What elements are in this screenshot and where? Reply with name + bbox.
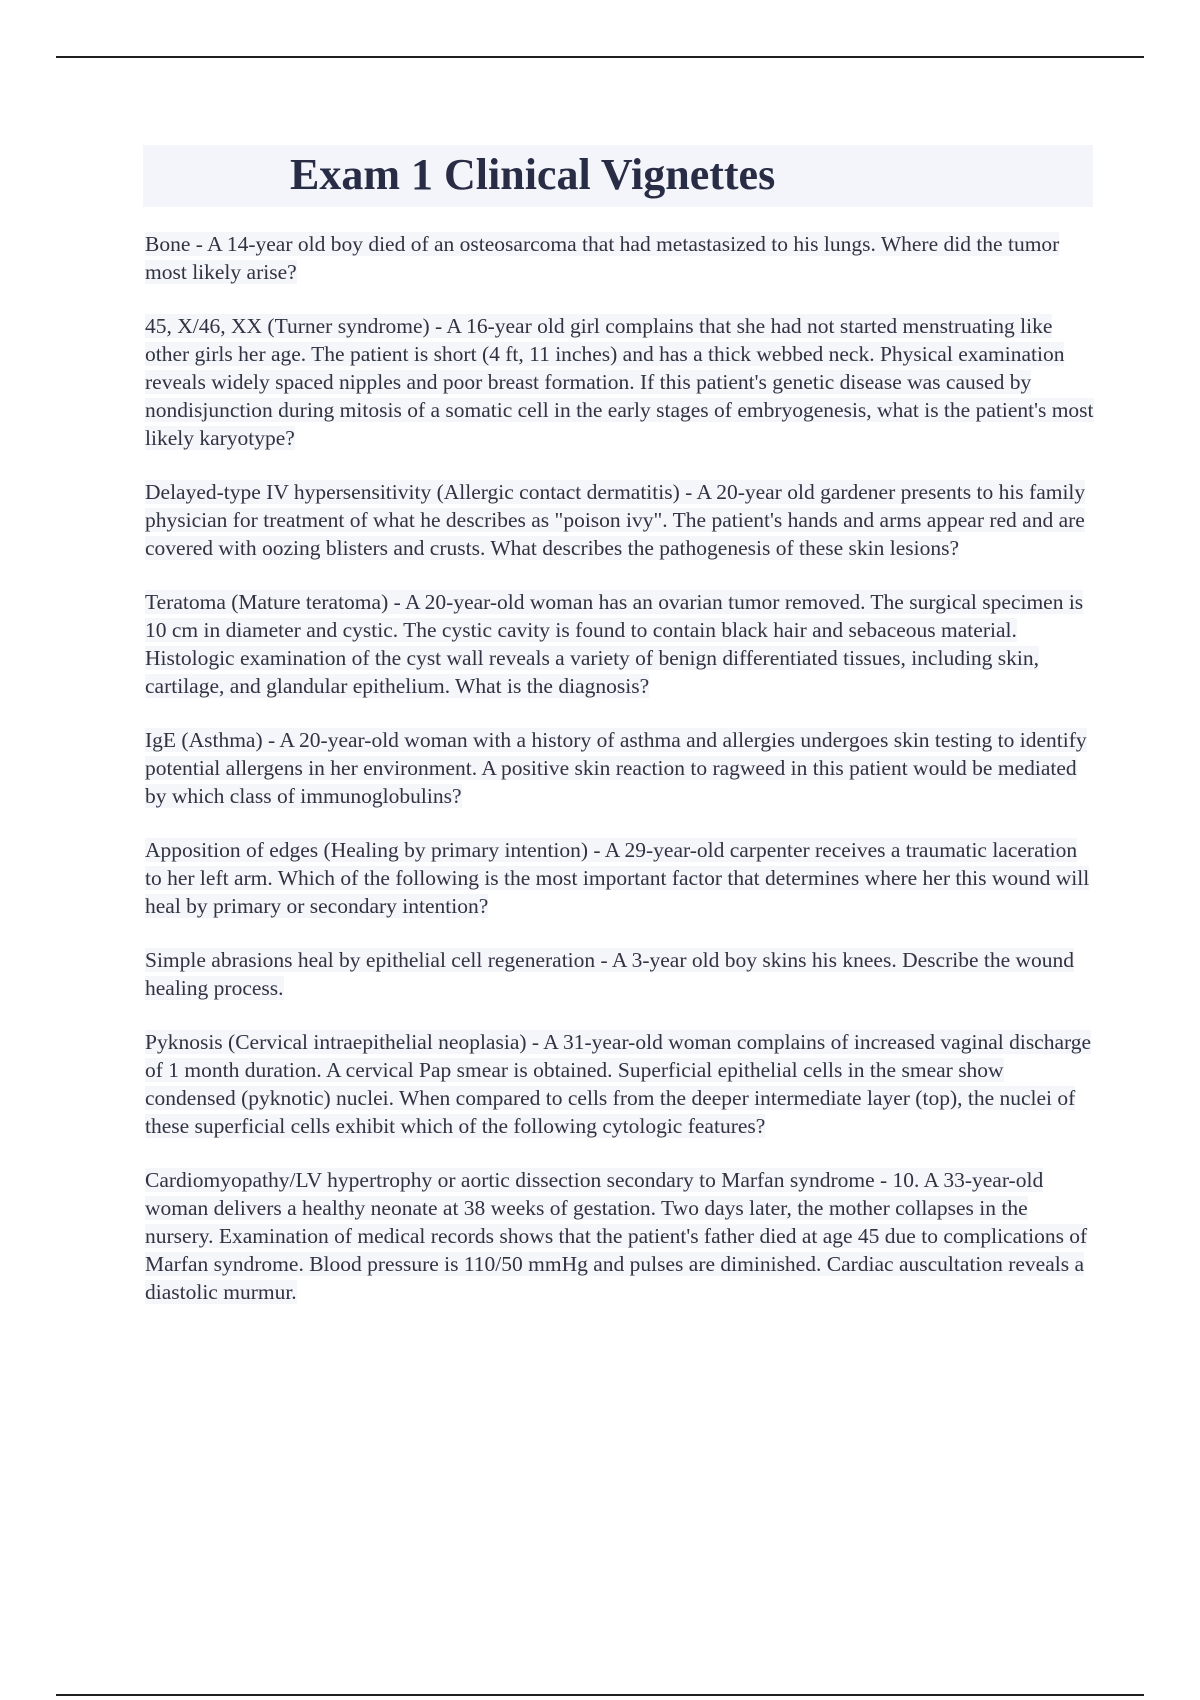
vignette-entry (145, 726, 1095, 810)
vignette-text: Cardiomyopathy/LV hypertrophy or aortic dissection secondary to Marfan syndrome - 10. A 33-year-old woman delivers a healthy neonate at 38 weeks of gestation. Two days later, the mother collapses in the nursery. Examination of medical records shows that the patient's father died at age 45 due to complications of Marfan syndrome. Blood pressure is 110/50 mmHg and pulses are diminished. Cardiac auscultation reveals a diastolic murmur. (145, 1168, 1088, 1304)
vignette-text: Apposition of edges (Healing by primary intention) - A 29-year-old carpenter receives a traumatic laceration to her left arm. Which of the following is the most important factor that determines where her this wound will heal by primary or secondary intention? (145, 838, 1090, 918)
vignette-entry (145, 478, 1095, 562)
vignette-text: Delayed-type IV hypersensitivity (Allergic contact dermatitis) - A 20-year old gardener presents to his family physician for treatment of what he describes as "poison ivy". The patient's hands and arms appear red and are covered with oozing blisters and crusts. What describes the pathogenesis of these skin lesions? (145, 480, 1086, 560)
vignette-entry (145, 1028, 1095, 1140)
vignette-entry (145, 946, 1095, 1002)
vignette-entry (145, 1166, 1095, 1306)
vignette-text: Pyknosis (Cervical intraepithelial neoplasia) - A 31-year-old woman complains of increased vaginal discharge of 1 month duration. A cervical Pap smear is obtained. Superficial epithelial cells in the smear show condensed (pyknotic) nuclei. When compared to cells from the deeper intermediate layer (top), the nuclei of these superficial cells exhibit which of the following cytologic features? (145, 1030, 1092, 1138)
vignette-text: Teratoma (Mature teratoma) - A 20-year-old woman has an ovarian tumor removed. The surgical specimen is 10 cm in diameter and cystic. The cystic cavity is found to contain black hair and sebaceous material. Histologic examination of the cyst wall reveals a variety of benign differentiated tissues, including skin, cartilage, and glandular epithelium. What is the diagnosis? (145, 590, 1084, 698)
bottom-rule (56, 1694, 1144, 1696)
vignette-list (145, 230, 1095, 1332)
vignette-text: Bone - A 14-year old boy died of an osteosarcoma that had metastasized to his lungs. Where did the tumor most likely arise? (145, 232, 1060, 284)
vignette-text: 45, X/46, XX (Turner syndrome) - A 16-year old girl complains that she had not started menstruating like other girls her age. The patient is short (4 ft, 11 inches) and has a thick webbed neck. Physical examination reveals widely spaced nipples and poor breast formation. If this patient's genetic disease was caused by nondisjunction during mitosis of a somatic cell in the early stages of embryogenesis, what is the patient's most likely karyotype? (145, 314, 1094, 450)
top-rule (56, 56, 1144, 58)
vignette-entry (145, 312, 1095, 452)
vignette-text: IgE (Asthma) - A 20-year-old woman with a history of asthma and allergies undergoes skin testing to identify potential allergens in her environment. A positive skin reaction to ragweed in this patient would be mediated by which class of immunoglobulins? (145, 728, 1087, 808)
page-title: Exam 1 Clinical Vignettes (290, 150, 776, 199)
vignette-entry (145, 836, 1095, 920)
vignette-text: Simple abrasions heal by epithelial cell regeneration - A 3-year old boy skins his knees. Describe the wound healing process. (145, 948, 1075, 1000)
vignette-entry (145, 230, 1095, 286)
vignette-entry (145, 588, 1095, 700)
